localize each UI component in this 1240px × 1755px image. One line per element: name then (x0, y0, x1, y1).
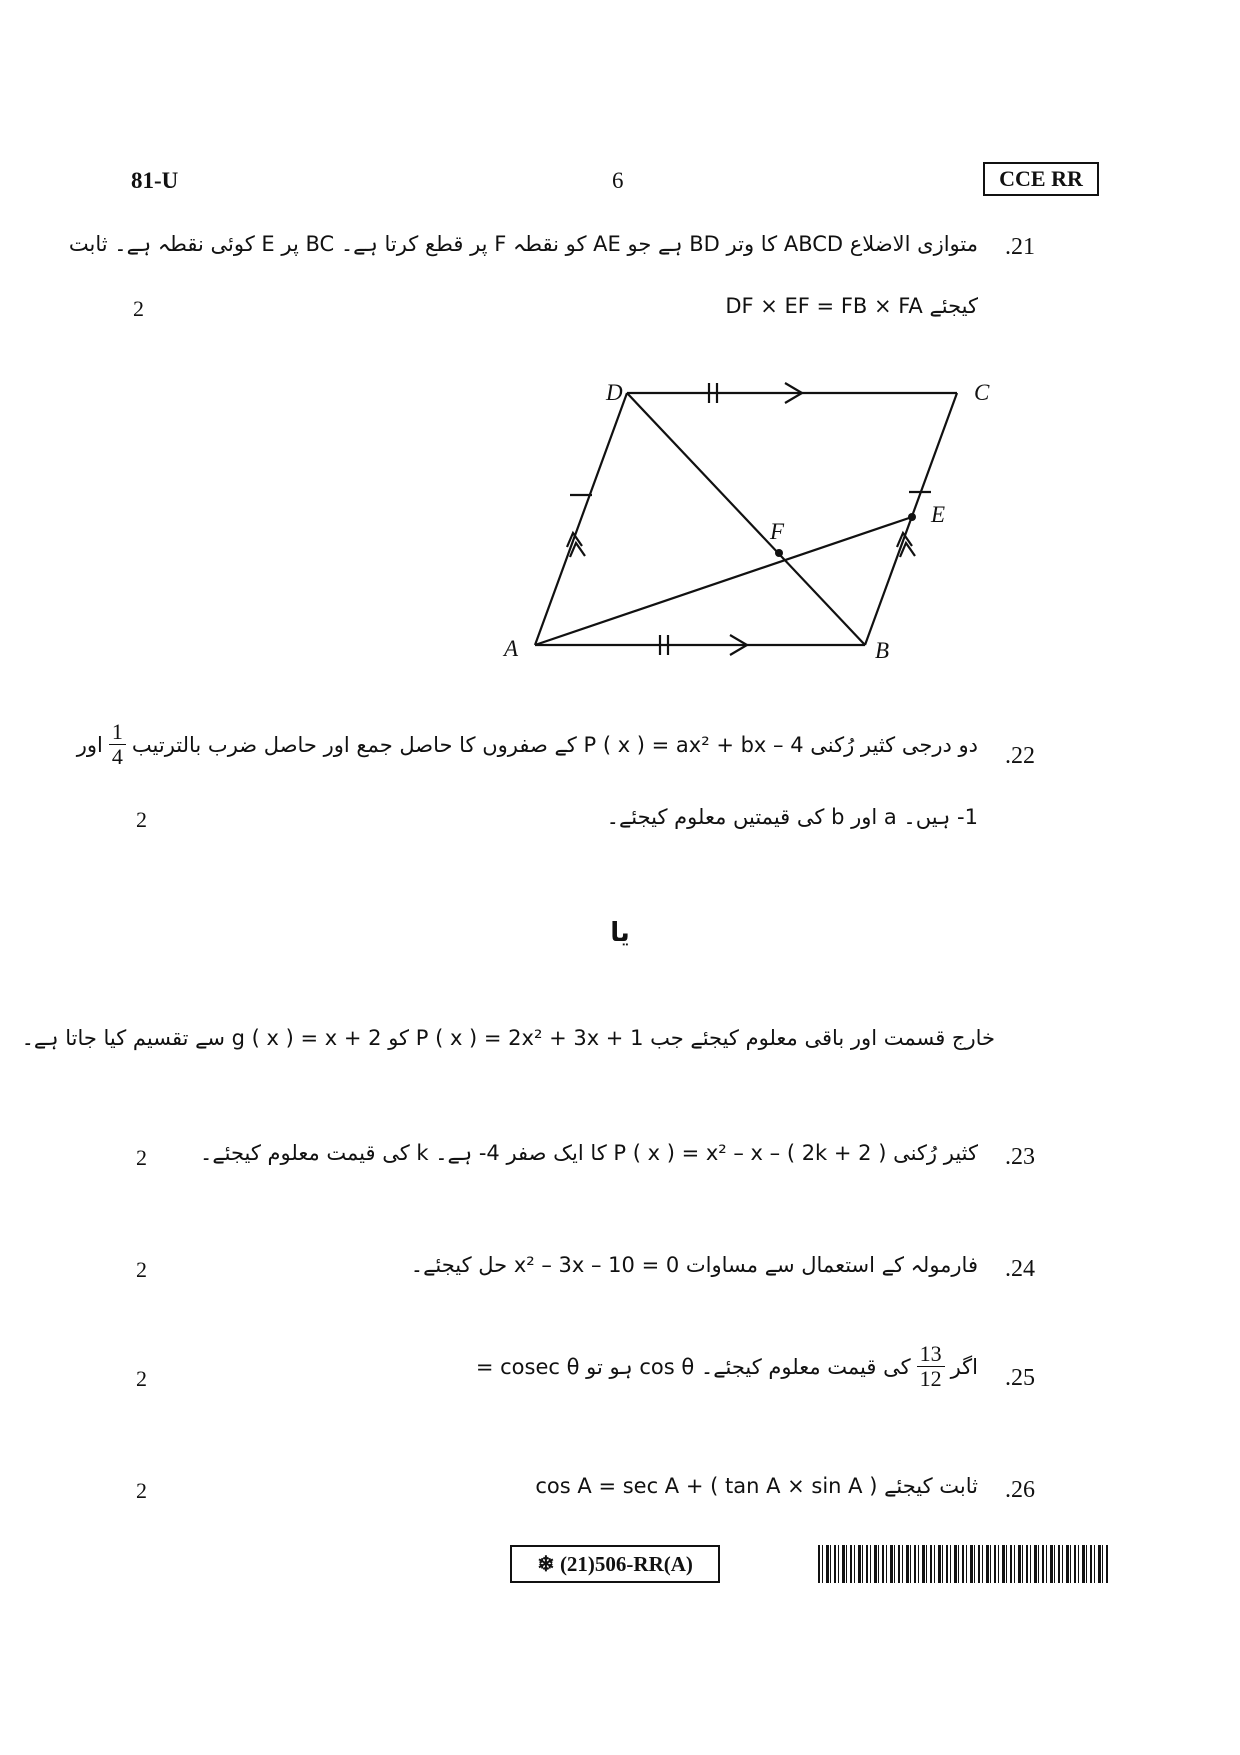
q23-text: کثیر رُکنی P ( x ) = x² – x – ( 2k + 2 ) کا ایک صفر 4- ہے۔ k کی قیمت معلوم کیجئے۔ (200, 1141, 978, 1165)
label-c: C (974, 380, 990, 405)
q25-fraction (917, 1342, 945, 1391)
q25-frac-den: 12 (919, 1366, 942, 1392)
q25-frac-num: 13 (917, 1342, 945, 1367)
paper-code: 81-U (131, 168, 179, 193)
label-e: E (931, 502, 946, 527)
side-ad (535, 393, 627, 645)
q22-line1 (76, 719, 978, 770)
board-label-box (983, 162, 1099, 196)
q26-marks: 2 (136, 1478, 147, 1503)
q25-marks: 2 (136, 1366, 147, 1391)
q22-text-line1: دو درجی کثیر رُکنی P ( x ) = ax² + bx – 4 کے صفروں کا حاصل جمع اور حاصل ضرب بالترتیب (131, 732, 978, 757)
q21-marks: 2 (133, 296, 144, 321)
q23-number: .23 (1005, 1144, 1035, 1170)
page-number: 6 (612, 168, 624, 193)
footer-code-box (510, 1545, 720, 1583)
q22-alt-text: خارج قسمت اور باقی معلوم کیجئے جب P ( x ) = 2x² + 3x + 1 کو g ( x ) = x + 2 سے تقسیم کیا جاتا ہے۔ (21, 1026, 995, 1050)
label-d: D (606, 380, 623, 405)
q25-text-start: اگر (950, 1354, 978, 1379)
label-b: B (875, 638, 890, 663)
q22-text-end: اور (76, 732, 103, 757)
q26-text: ثابت کیجئے ( tan A × sin A ) + cos A = sec A (535, 1474, 978, 1498)
diagonal-bd (627, 393, 865, 645)
q23-marks: 2 (136, 1145, 147, 1170)
q24-text: فارمولہ کے استعمال سے مساوات x² – 3x – 10 = 0 حل کیجئے۔ (410, 1253, 978, 1277)
q22-text-line2: 1- ہیں۔ a اور b کی قیمتیں معلوم کیجئے۔ (606, 805, 978, 829)
q22-fraction (109, 720, 126, 769)
q24-marks: 2 (136, 1257, 147, 1282)
barcode (818, 1545, 1108, 1583)
parallelogram-figure (490, 370, 1000, 670)
q21-number: .21 (1005, 234, 1035, 260)
board-label: CCE RR (999, 166, 1083, 191)
point-e (908, 513, 916, 521)
q25-text-end: = cosec θ ہو تو cos θ کی قیمت معلوم کیجئے۔ (475, 1354, 911, 1379)
q21-text-line1: متوازی الاضلاع ABCD کا وتر BD ہے جو AE کو نقطہ F پر قطع کرتا ہے۔ BC پر E کوئی نقطہ ہے۔ ثابت (68, 232, 978, 256)
q26-number: .26 (1005, 1477, 1035, 1503)
q24-number: .24 (1005, 1256, 1035, 1282)
or-label: یا (610, 918, 630, 948)
label-a: A (504, 636, 519, 661)
q25-line (278, 1342, 978, 1391)
q22-marks: 2 (136, 807, 147, 832)
point-f (775, 549, 783, 557)
q21-text-line2: DF × EF = FB × FA کیجئے (725, 294, 978, 318)
q22-frac-den: 4 (111, 744, 123, 770)
q25-number: .25 (1005, 1365, 1035, 1391)
q22-frac-num: 1 (109, 720, 126, 745)
line-ae (535, 517, 912, 645)
label-f: F (770, 519, 785, 544)
q22-number: .22 (1005, 743, 1035, 769)
footer-code: ❄ (21)506-RR(A) (537, 1552, 693, 1576)
